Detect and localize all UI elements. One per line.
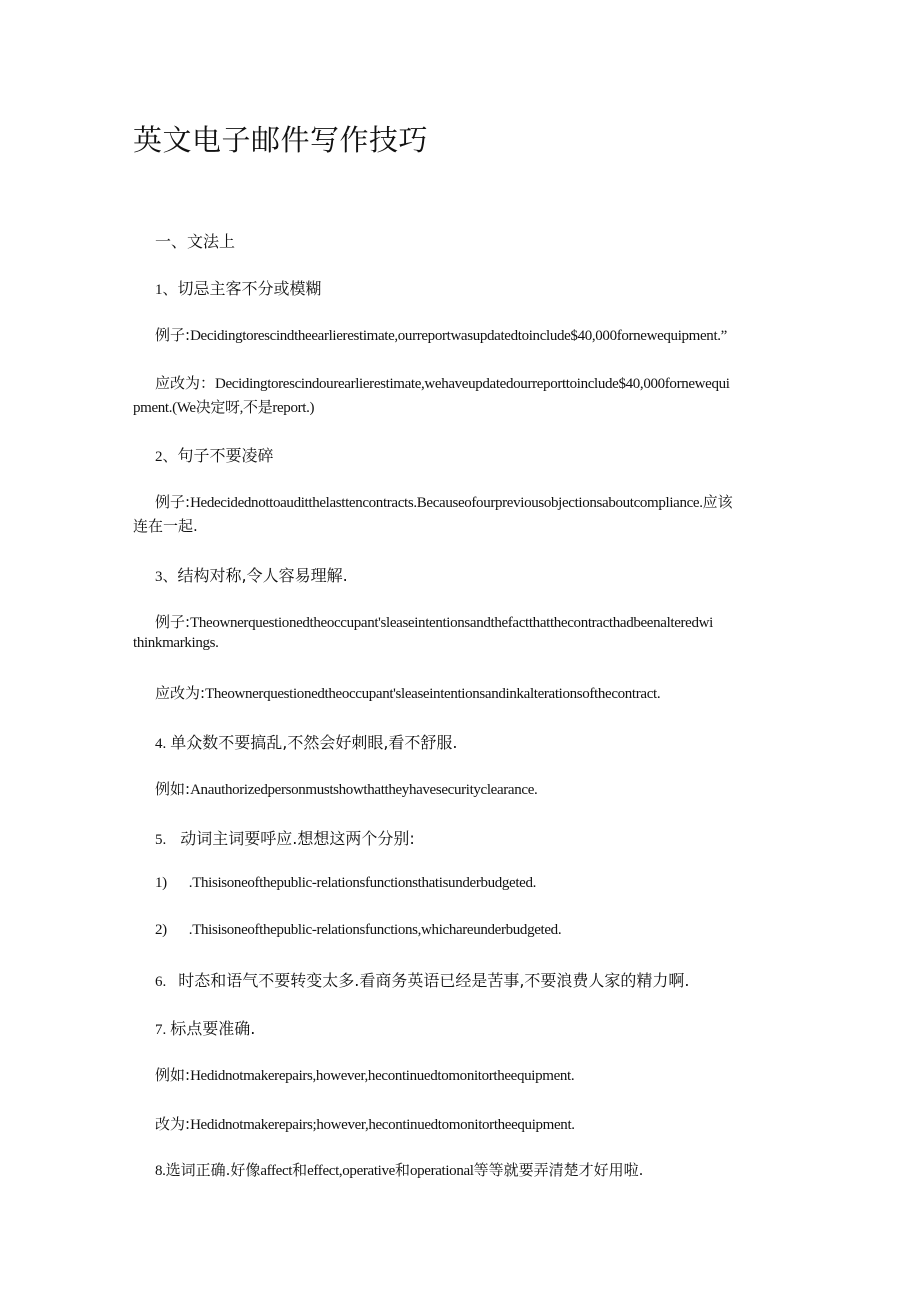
tip-6-heading xyxy=(155,968,690,991)
tip-1-fix-label: 应改为： xyxy=(155,374,216,392)
tip-8-text-a: 选词正确.好像 xyxy=(165,1161,261,1179)
tip-8-text-d: effect,operative xyxy=(307,1163,395,1179)
tip-5-item-2-marker: 2) xyxy=(155,922,167,938)
tip-4-number: 4. xyxy=(155,736,167,752)
tip-2-number: 2、 xyxy=(155,449,178,465)
tip-1-fix-text-line1: Decidingtorescindourearlierestimate,wehaveupdatedourreporttoinclude$40,000fornewequi xyxy=(215,376,730,392)
tip-3-text: 结构对称,令人容易理解. xyxy=(177,566,348,585)
tip-5-text: 动词主词要呼应.想想这两个分别: xyxy=(180,829,415,848)
tip-5-item-1-text: .Thisisoneofthepublic-relationsfunctionsthatisunderbudgeted. xyxy=(188,875,537,891)
tip-7-example xyxy=(155,1064,574,1085)
tip-4-text: 单众数不要搞乱,不然会好刺眼,看不舒服. xyxy=(170,733,458,752)
tip-3-example-text: Theownerquestionedtheoccupant'sleaseintentionsandthefactthatthecontracthadbeenalteredwi xyxy=(190,615,713,631)
tip-3-number: 3、 xyxy=(155,569,178,585)
tip-3-example-label: 例子: xyxy=(155,613,191,631)
tip-2-example-line2-text: 连在一起. xyxy=(133,517,198,535)
tip-7-text: 标点要准确. xyxy=(170,1019,256,1038)
tip-8-number: 8. xyxy=(155,1163,166,1179)
tip-7-fix xyxy=(155,1113,575,1134)
tip-8-heading xyxy=(155,1159,643,1180)
tip-4-example-text: Anauthorizedpersonmustshowthattheyhavesecurityclearance. xyxy=(190,782,538,798)
tip-1-example-label: 例子: xyxy=(155,326,191,344)
tip-2-example-line2 xyxy=(133,515,198,536)
tip-5-heading xyxy=(155,826,415,849)
tip-1-fix-line2: pment.(We决定呀,不是report.) xyxy=(133,400,315,416)
tip-5-item-1 xyxy=(155,875,536,892)
tip-2-example xyxy=(155,491,733,512)
tip-3-fix-label: 应改为: xyxy=(155,684,206,702)
tip-4-example xyxy=(155,778,537,799)
tip-8-text-f: operational xyxy=(409,1163,474,1179)
tip-1-example-text: Decidingtorescindtheearlierestimate,ourreportwasupdatedtoinclude$40,000fornewequipment.” xyxy=(190,328,727,344)
tip-2-example-label: 例子: xyxy=(155,493,191,511)
tip-4-example-label: 例如: xyxy=(155,780,191,798)
tip-3-example xyxy=(155,611,713,632)
tip-1-fix xyxy=(155,372,730,393)
tip-7-fix-text: Hedidnotmakerepairs;however,hecontinuedtomonitortheequipment. xyxy=(190,1117,575,1133)
section-heading: 一、文法上 xyxy=(155,232,236,251)
document-title: 英文电子邮件写作技巧 xyxy=(133,123,429,157)
tip-5-number: 5. xyxy=(155,832,167,848)
tip-7-example-label: 例如: xyxy=(155,1066,191,1084)
tip-2-text: 句子不要凌碎 xyxy=(177,446,274,465)
tip-1-number: 1、 xyxy=(155,282,178,298)
tip-7-fix-label: 改为: xyxy=(155,1115,191,1133)
tip-7-number: 7. xyxy=(155,1022,167,1038)
tip-8-text-g: 等等就要弄清楚才好用啦. xyxy=(473,1161,644,1179)
tip-5-item-2-text: .Thisisoneofthepublic-relationsfunctions,whichareunderbudgeted. xyxy=(188,922,562,938)
tip-6-number: 6. xyxy=(155,974,167,990)
tip-7-heading xyxy=(155,1016,255,1039)
tip-2-heading xyxy=(155,443,274,466)
tip-3-fix-text: Theownerquestionedtheoccupant'sleaseintentionsandinkalterationsofthecontract. xyxy=(205,686,661,702)
tip-2-example-text: Hedecidednottoauditthelasttencontracts.Becauseofourpreviousobjectionsaboutcompliance. xyxy=(190,495,703,511)
tip-8-text-e: 和 xyxy=(394,1161,410,1179)
tip-5-item-2 xyxy=(155,922,561,939)
tip-1-example xyxy=(155,324,727,345)
tip-7-example-text: Hedidnotmakerepairs,however,hecontinuedtomonitortheequipment. xyxy=(190,1068,575,1084)
tip-1-text: 切忌主客不分或模糊 xyxy=(177,279,322,298)
tip-3-heading xyxy=(155,563,348,586)
tip-3-fix xyxy=(155,682,660,703)
tip-6-text: 时态和语气不要转变太多.看商务英语已经是苦事,不要浪费人家的精力啊. xyxy=(178,971,690,990)
tip-2-example-tail: 应该 xyxy=(702,493,733,511)
tip-3-example-line2: thinkmarkings. xyxy=(133,635,219,651)
tip-8-text-b: affect xyxy=(260,1163,293,1179)
tip-4-heading xyxy=(155,730,458,753)
tip-5-item-1-marker: 1) xyxy=(155,875,167,891)
tip-8-text-c: 和 xyxy=(292,1161,308,1179)
tip-1-heading xyxy=(155,276,322,299)
